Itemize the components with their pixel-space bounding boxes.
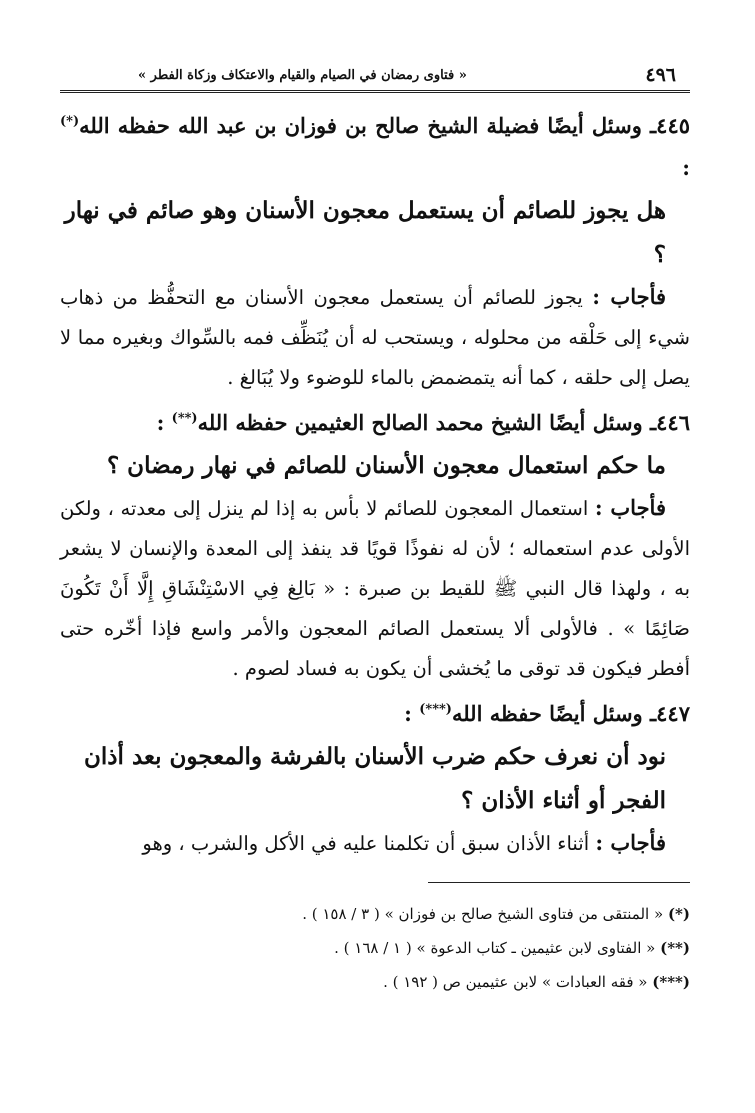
fatwa-446 xyxy=(60,398,690,689)
heading-text: وسئل أيضًا حفظه الله xyxy=(451,701,643,726)
answer-label: فأجاب : xyxy=(594,495,666,520)
footnote xyxy=(60,931,690,965)
answer-label: فأجاب : xyxy=(592,284,667,309)
question-number: ٤٤٦ـ xyxy=(650,410,690,435)
heading-colon: : xyxy=(156,410,165,435)
footnotes xyxy=(60,897,690,999)
footnote-ref: (*) xyxy=(60,114,80,129)
answer-label: فأجاب : xyxy=(595,830,666,855)
footnote-text: « المنتقى من فتاوى الشيخ صالح بن فوزان » ( ٣ / ١٥٨ ) . xyxy=(302,905,664,923)
fatwa-445 xyxy=(60,101,690,398)
heading-colon: : xyxy=(404,701,412,726)
footnote-text: « الفتاوى لابن عثيمين ـ كتاب الدعوة » ( ١ / ١٦٨ ) . xyxy=(334,939,656,957)
answer-paragraph xyxy=(60,277,690,398)
answer-text: أثناء الأذان سبق أن تكلمنا عليه في الأكل والشرب ، وهو xyxy=(142,832,590,855)
fatwa-447 xyxy=(60,689,690,864)
heading-text: وسئل أيضًا الشيخ محمد الصالح العثيمين حفظه الله xyxy=(197,410,643,435)
footnote xyxy=(60,897,690,931)
page-header xyxy=(60,58,690,93)
question-heading xyxy=(60,398,690,444)
footnote-mark: (*) xyxy=(667,905,690,923)
footnote-separator xyxy=(428,882,690,883)
footnote xyxy=(60,965,690,999)
answer-text: يجوز للصائم أن يستعمل معجون الأسنان مع التحفُّظ من ذهاب شيء إلى حَلْقه من محلوله ، ويستحب له أن يُنَظِّف فمه بالسِّواك وبغيره مما لا يصل إلى حلقه ، كما أنه يتمضمض بالماء للوضوء ولا يُبَالغ . xyxy=(60,286,690,389)
footnote-ref: (***) xyxy=(419,702,452,717)
footnote-mark: (**) xyxy=(660,939,690,957)
book-page xyxy=(60,58,690,999)
answer-paragraph xyxy=(60,488,690,689)
answer-paragraph xyxy=(60,823,690,864)
page-number: ٤٩٦ xyxy=(645,64,676,86)
question-number: ٤٤٥ـ xyxy=(650,113,691,138)
question-text: نود أن نعرف حكم ضرب الأسنان بالفرشة والمعجون بعد أذان الفجر أو أثناء الأذان ؟ xyxy=(84,743,666,814)
question-heading xyxy=(60,689,690,735)
footnote-text: « فقه العبادات » لابن عثيمين ص ( ١٩٢ ) . xyxy=(383,973,648,991)
heading-text: وسئل أيضًا فضيلة الشيخ صالح بن فوزان بن عبد الله حفظه الله xyxy=(79,113,642,138)
question-heading xyxy=(60,101,690,189)
question-text: ما حكم استعمال معجون الأسنان للصائم في نهار رمضان ؟ xyxy=(106,452,666,479)
question-number: ٤٤٧ـ xyxy=(650,701,690,726)
heading-colon: : xyxy=(682,155,690,180)
answer-text: استعمال المعجون للصائم لا بأس به إذا لم ينزل إلى معدته ، ولكن الأولى عدم استعماله ؛ لأن له نفوذًا قويًا قد ينفذ إلى المعدة والإنسان لا يشعر به ، ولهذا قال النبي ﷺ للقيط بن صبرة : « بَالِغ فِي الاسْتِنْشَاقِ إِلَّا أَنْ تَكُونَ صَائِمًا » . فالأولى ألا يستعمل الصائم المعجون والأمر واسع فإذا أخّره حتى أفطر فيكون قد توقى ما يُخشى أن يكون به فساد لصوم . xyxy=(60,497,690,680)
footnote-ref: (**) xyxy=(171,411,198,426)
footnote-mark: (***) xyxy=(652,973,690,991)
question-text: هل يجوز للصائم أن يستعمل معجون الأسنان وهو صائم في نهار ؟ xyxy=(64,197,666,268)
running-title: « فتاوى رمضان في الصيام والقيام والاعتكاف وزكاة الفطر » xyxy=(138,68,467,83)
